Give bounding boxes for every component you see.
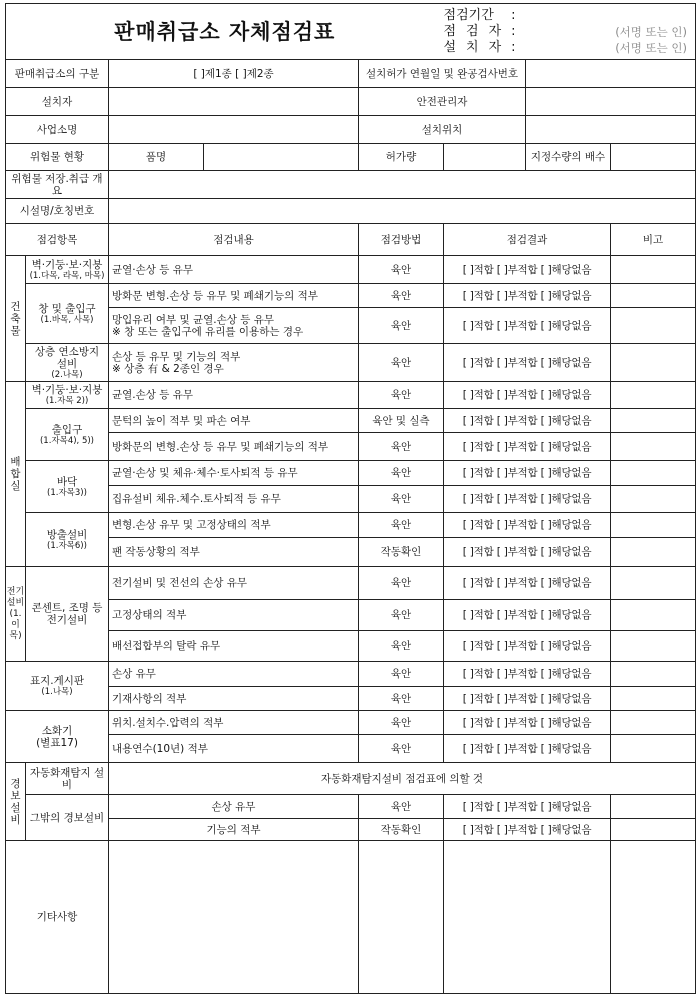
product-label: 품명 [109,144,204,171]
group-electrical-sub: (1.이목) [9,608,22,641]
content-r13: 고정상태의 적부 [109,600,359,631]
facility-label: 시설명/호칭번호 [6,199,109,224]
note-r9[interactable] [611,486,696,513]
permit-label: 설치허가 연월일 및 완공검사번호 [359,60,526,88]
content-r3-line1: 망입유리 여부 및 균열.손상 등 유무 [112,313,275,326]
installer-row [444,40,696,56]
note-r7[interactable] [611,433,696,461]
result-r15[interactable]: [ ]적합 [ ]부적합 [ ]해당없음 [444,662,611,687]
content-r15: 손상 유무 [109,662,359,687]
content-r4 [109,344,359,382]
group-electrical [6,567,26,662]
result-r9[interactable]: [ ]적합 [ ]부적합 [ ]해당없음 [444,486,611,513]
installer-value[interactable] [109,88,359,116]
content-r16: 기재사항의 적부 [109,687,359,711]
installer-sign-label: 설 치 자 : [443,39,516,55]
result-r4[interactable]: [ ]적합 [ ]부적합 [ ]해당없음 [444,344,611,382]
item-other-alarm: 그밖의 경보설비 [26,795,109,841]
inspection-period-label: 점검기간 : [443,7,516,23]
result-r2[interactable]: [ ]적합 [ ]부적합 [ ]해당없음 [444,284,611,308]
content-r2: 방화문 변형.손상 등 유무 및 폐쇄기능의 적부 [109,284,359,308]
content-r10: 변형.손상 유무 및 고정상태의 적부 [109,513,359,538]
safety-manager-value[interactable] [526,88,696,116]
item-upper [26,344,109,382]
item-auto-fire-detection: 자동화재탐지 설비 [26,763,109,795]
item-window-note: (1.바목, 사목) [40,314,94,325]
note-r13[interactable] [611,600,696,631]
note-r6[interactable] [611,409,696,433]
note-r1[interactable] [611,256,696,284]
result-r14[interactable]: [ ]적합 [ ]부적합 [ ]해당없음 [444,631,611,662]
designated-qty-value[interactable] [611,144,696,171]
content-r19: 자동화재탐지설비 점검표에 의할 것 [109,763,696,795]
note-r17[interactable] [611,711,696,735]
facility-value[interactable] [109,199,696,224]
item-mix-floor [26,461,109,513]
permit-value[interactable] [526,60,696,88]
item-mix-floor-label: 바닥 [56,475,78,488]
note-r12[interactable] [611,567,696,600]
item-other-matters: 기타사항 [6,841,109,994]
result-r10[interactable]: [ ]적합 [ ]부적합 [ ]해당없음 [444,513,611,538]
method-r8: 육안 [359,461,444,486]
note-r15[interactable] [611,662,696,687]
item-mix-exhaust-label: 방출설비 [46,528,88,541]
storage-value[interactable] [109,171,696,199]
result-r1[interactable]: [ ]적합 [ ]부적합 [ ]해당없음 [444,256,611,284]
header-content: 점검내용 [109,224,359,256]
method-r7: 육안 [359,433,444,461]
permit-qty-value[interactable] [444,144,526,171]
content-r9: 집유설비 체유.체수.토사퇴적 등 유무 [109,486,359,513]
item-mix-floor-note: (1.자목3)) [47,487,87,498]
note-r4[interactable] [611,344,696,382]
item-mix-wall-note: (1.자목 2)) [45,396,89,406]
method-r21: 작동확인 [359,819,444,841]
method-r1: 육안 [359,256,444,284]
header-method: 점검방법 [359,224,444,256]
method-r20: 육안 [359,795,444,819]
storage-label: 위험물 저장.취급 개요 [6,171,109,199]
method-r10: 육안 [359,513,444,538]
content-r6: 문턱의 높이 적부 및 파손 여부 [109,409,359,433]
result-r16[interactable]: [ ]적합 [ ]부적합 [ ]해당없음 [444,687,611,711]
item-sign-label: 표지.게시판 [29,675,85,687]
category-label: 판매취급소의 구분 [6,60,109,88]
method-r17: 육안 [359,711,444,735]
item-sign [6,662,109,711]
item-mix-entrance [26,409,109,461]
item-mix-exhaust-note: (1.자목6)) [47,540,87,551]
designated-qty-label: 지정수량의 배수 [526,144,611,171]
note-r21[interactable] [611,819,696,841]
result-r21[interactable]: [ ]적합 [ ]부적합 [ ]해당없음 [444,819,611,841]
method-r12: 육안 [359,567,444,600]
item-sign-note: (1.나목) [41,687,73,697]
note-r3[interactable] [611,308,696,344]
item-extinguisher-label: 소화기 [41,724,73,737]
inspector-label: 점 검 자 : [443,23,516,39]
inspection-info [444,4,696,60]
content-r4-line2: ※ 상층 有 & 2종인 경우 [112,362,224,375]
group-electrical-label: 전기설비 [6,586,25,608]
other-matters-note[interactable] [611,841,696,994]
item-window [26,284,109,344]
content-r4-line1: 손상 등 유무 및 기능의 적부 [112,350,241,363]
note-r16[interactable] [611,687,696,711]
content-r20: 손상 유무 [109,795,359,819]
method-r18: 육안 [359,735,444,763]
content-r7: 방화문의 변형.손상 등 유무 및 폐쇄기능의 적부 [109,433,359,461]
result-r17[interactable]: [ ]적합 [ ]부적합 [ ]해당없음 [444,711,611,735]
self-inspection-table [5,3,696,994]
group-building: 건축물 [6,256,26,382]
item-extinguisher [6,711,109,763]
header-item: 점검항목 [6,224,109,256]
item-wall [26,256,109,284]
installer-label: 설치자 [6,88,109,116]
result-r5[interactable]: [ ]적합 [ ]부적합 [ ]해당없음 [444,382,611,409]
item-upper-label: 상층 연소방지 설비 [34,345,100,370]
group-alarm: 경보설비 [6,763,26,841]
note-r2[interactable] [611,284,696,308]
method-r3: 육안 [359,308,444,344]
content-r5: 균열.손상 등 유무 [109,382,359,409]
category-value: [ ]제1종 [ ]제2종 [109,60,359,88]
inspection-period-row [444,8,696,24]
location-label: 설치위치 [359,116,526,144]
item-outlet-lighting: 콘센트, 조명 등 전기설비 [26,567,109,662]
item-mix-exhaust [26,513,109,567]
result-r18[interactable]: [ ]적합 [ ]부적합 [ ]해당없음 [444,735,611,763]
method-r9: 육안 [359,486,444,513]
content-r12: 전기설비 및 전선의 손상 유무 [109,567,359,600]
note-r11[interactable] [611,538,696,567]
content-r18: 내용연수(10년) 적부 [109,735,359,763]
item-upper-note: (2.나목) [51,369,83,380]
other-matters-result[interactable] [444,841,611,994]
product-value[interactable] [204,144,359,171]
note-r5[interactable] [611,382,696,409]
installer-signature-hint: (서명 또는 인) [615,40,688,55]
other-matters-content[interactable] [109,841,359,994]
content-r11: 팬 작동상황의 적부 [109,538,359,567]
method-r5: 육안 [359,382,444,409]
item-window-label: 창 및 출입구 [38,302,96,315]
note-r18[interactable] [611,735,696,763]
item-wall-note: (1.다목, 라목, 마목) [29,270,105,281]
title-cell [6,4,444,60]
result-r8[interactable]: [ ]적합 [ ]부적합 [ ]해당없음 [444,461,611,486]
inspector-signature-hint: (서명 또는 인) [615,24,688,39]
content-r17: 위치.설치수.압력의 적부 [109,711,359,735]
item-extinguisher-note: (별표17) [36,736,78,749]
page-title: 판매취급소 자체점검표 [114,19,336,44]
item-mix-wall-label: 벽·기둥·보·지붕 [31,384,103,396]
office-value[interactable] [109,116,359,144]
result-r11[interactable]: [ ]적합 [ ]부적합 [ ]해당없음 [444,538,611,567]
result-r3[interactable]: [ ]적합 [ ]부적합 [ ]해당없음 [444,308,611,344]
item-mix-entrance-label: 출입구 [51,423,83,436]
note-r14[interactable] [611,631,696,662]
method-r14: 육안 [359,631,444,662]
result-r12[interactable]: [ ]적합 [ ]부적합 [ ]해당없음 [444,567,611,600]
other-matters-method[interactable] [359,841,444,994]
header-note: 비고 [611,224,696,256]
inspector-row [444,24,696,40]
method-r11: 작동확인 [359,538,444,567]
safety-manager-label: 안전관리자 [359,88,526,116]
result-r13[interactable]: [ ]적합 [ ]부적합 [ ]해당없음 [444,600,611,631]
item-mix-entrance-note: (1.자목4), 5)) [39,435,95,446]
method-r2: 육안 [359,284,444,308]
content-r21: 기능의 적부 [109,819,359,841]
content-r1: 균열·손상 등 유무 [109,256,359,284]
office-label: 사업소명 [6,116,109,144]
group-mixing-room: 배합실 [6,382,26,567]
permit-qty-label: 허가량 [359,144,444,171]
content-r3 [109,308,359,344]
item-wall-label: 벽·기둥·보·지붕 [31,258,103,271]
hazmat-label: 위험물 현황 [6,144,109,171]
method-r16: 육안 [359,687,444,711]
header-result: 점검결과 [444,224,611,256]
item-mix-wall [26,382,109,409]
method-r4: 육안 [359,344,444,382]
result-r6[interactable]: [ ]적합 [ ]부적합 [ ]해당없음 [444,409,611,433]
method-r13: 육안 [359,600,444,631]
note-r20[interactable] [611,795,696,819]
content-r14: 배선접합부의 탈락 유무 [109,631,359,662]
method-r6: 육안 및 실측 [359,409,444,433]
content-r8: 균열·손상 및 체유·체수·토사퇴적 등 유무 [109,461,359,486]
location-value[interactable] [526,116,696,144]
content-r3-line2: ※ 창 또는 출입구에 유리를 이용하는 경우 [112,325,304,338]
result-r20[interactable]: [ ]적합 [ ]부적합 [ ]해당없음 [444,795,611,819]
result-r7[interactable]: [ ]적합 [ ]부적합 [ ]해당없음 [444,433,611,461]
note-r10[interactable] [611,513,696,538]
method-r15: 육안 [359,662,444,687]
note-r8[interactable] [611,461,696,486]
